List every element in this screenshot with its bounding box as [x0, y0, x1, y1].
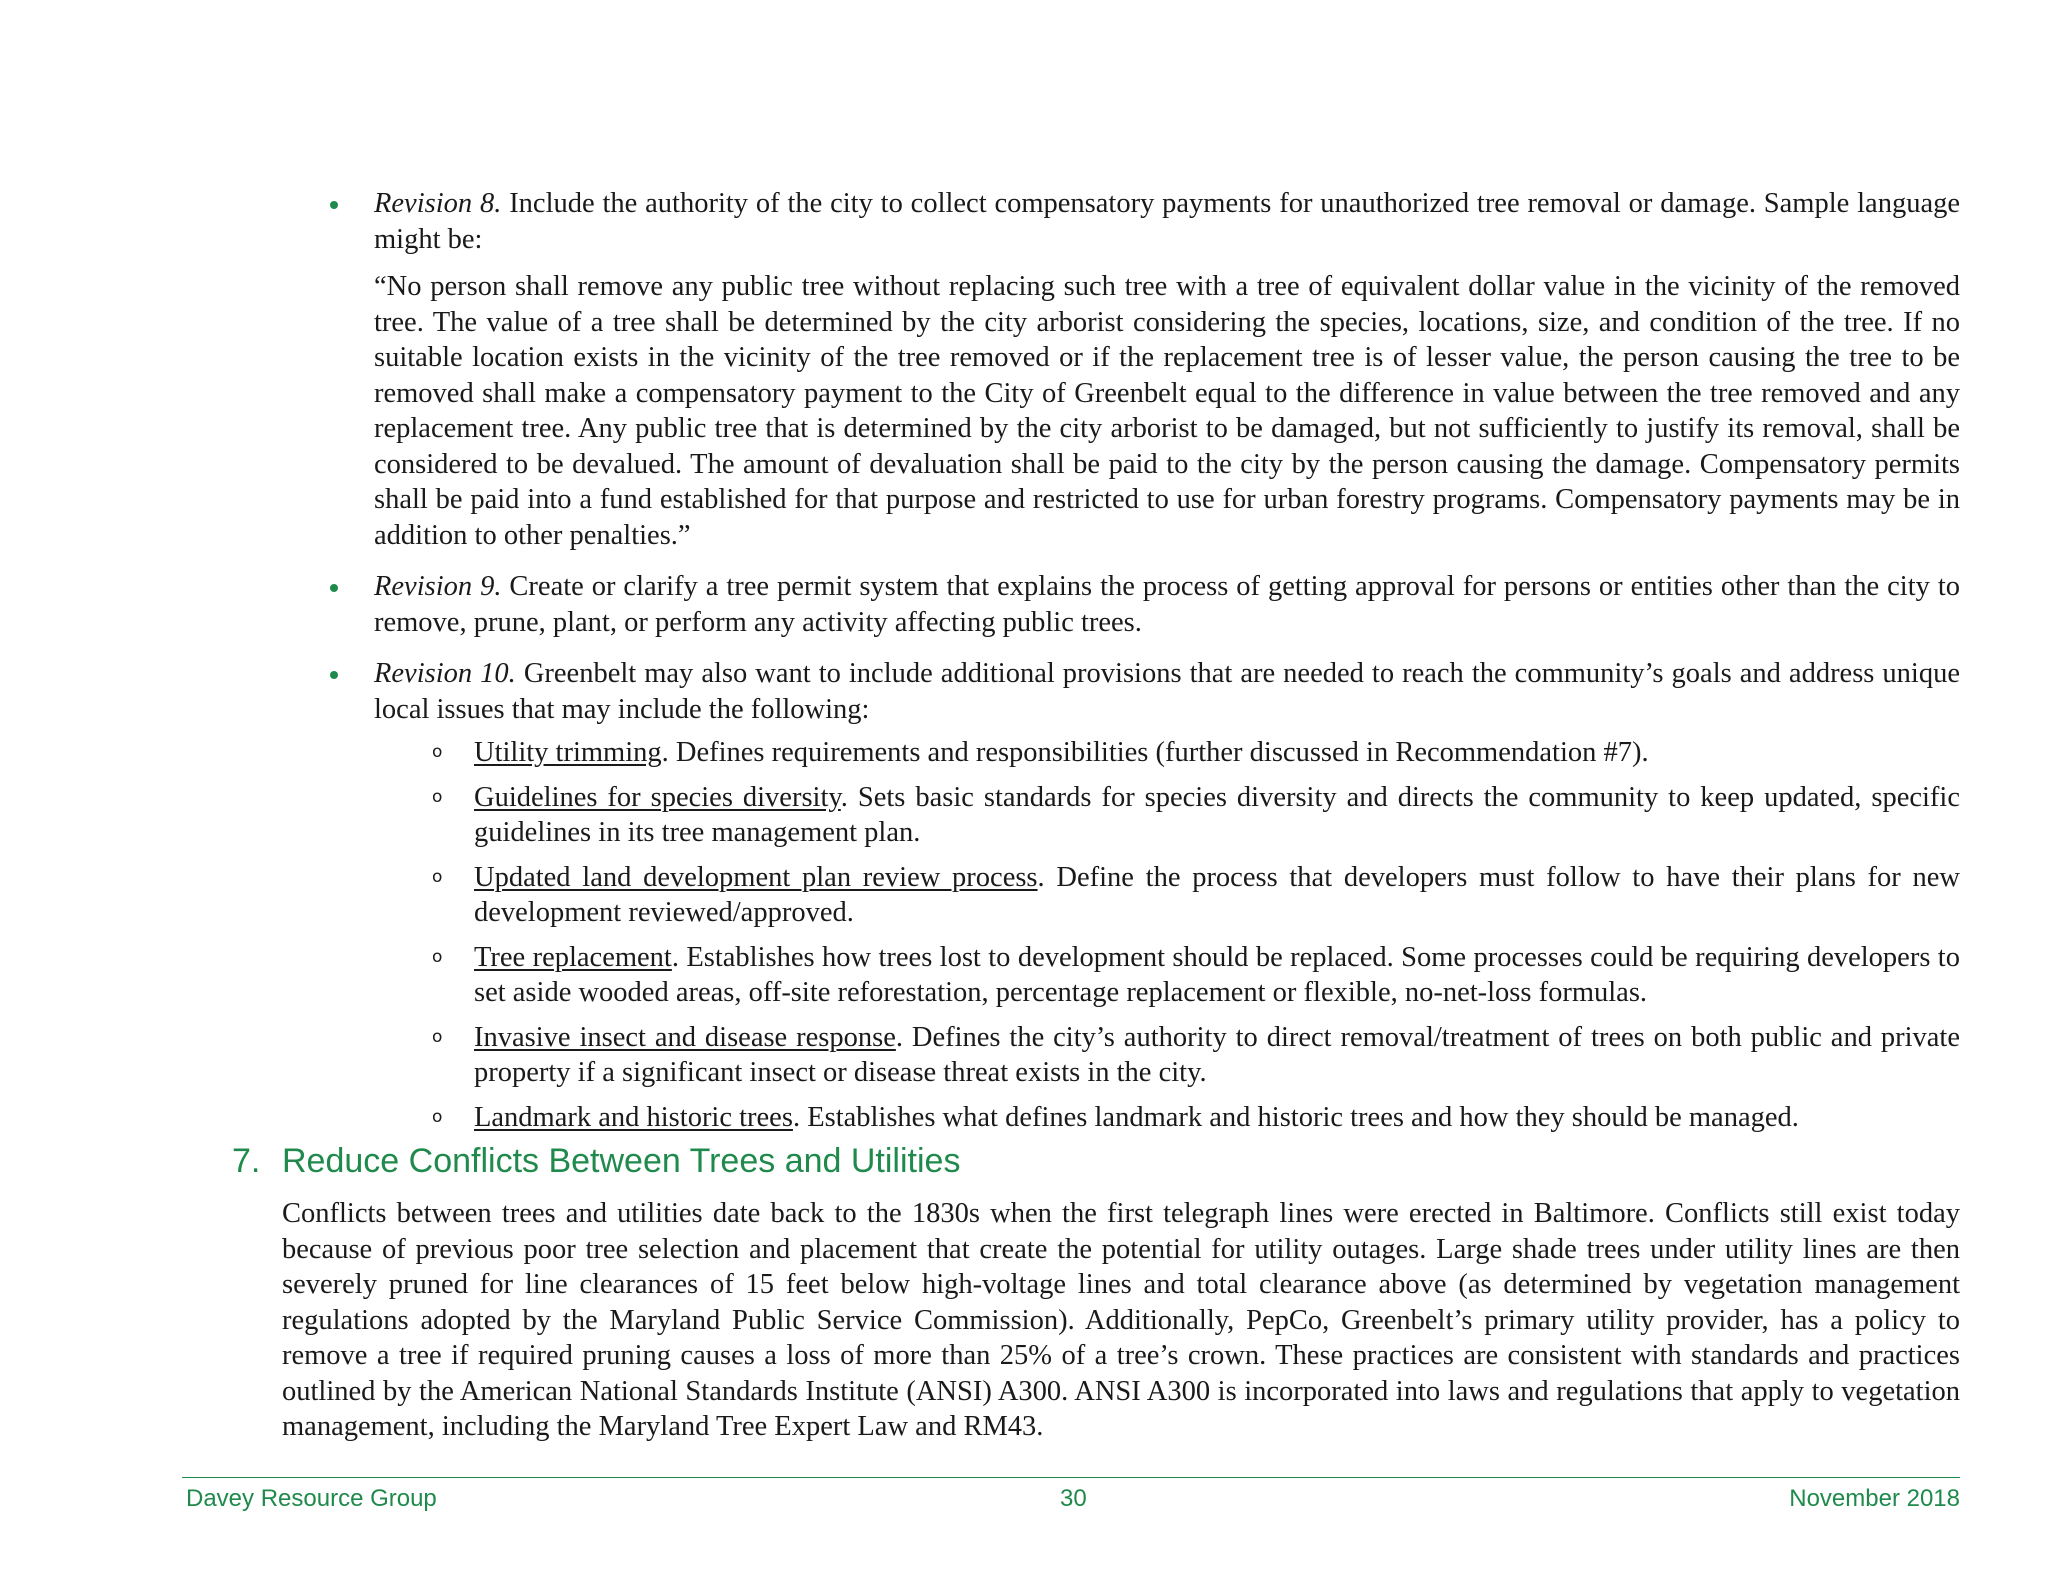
circle-bullet-icon: o [432, 1106, 443, 1127]
sub-item-paragraph [474, 1100, 1960, 1136]
footer-date: November 2018 [1789, 1485, 1960, 1512]
sub-item-title: Landmark and historic trees [474, 1101, 793, 1133]
list-item [430, 860, 1960, 931]
revision-10-item [330, 656, 1960, 727]
sub-item-title: Invasive insect and disease response [474, 1021, 896, 1053]
list-item [430, 780, 1960, 851]
sub-item-title: Guidelines for species diversity [474, 781, 841, 813]
sub-item-text: . Defines the city’s authority to direct removal/treatment of trees on both public and private property if a significant insect or disease threat exists in the city. [474, 1021, 1960, 1088]
section-number: 7. [232, 1142, 261, 1180]
sub-item-text: . Define the process that developers must follow to have their plans for new development reviewed/approved. [474, 861, 1960, 928]
footer-company: Davey Resource Group [186, 1485, 437, 1512]
sub-item-text: . Defines requirements and responsibilities (further discussed in Recommendation #7). [661, 737, 1649, 768]
circle-bullet-icon: o [432, 742, 443, 762]
sub-item-paragraph [474, 780, 1960, 851]
section-paragraph: Conflicts between trees and utilities date back to the 1830s when the first telegraph lines were erected in Baltimore. Conflicts still exist today because of previous poor tree selection and placement that create the potential for utility outages. Large shade trees under utility lines are then severely pruned for line clearances of 15 feet below high-voltage lines and total clearance above (as determined by vegetation management regulations adopted by the Maryland Public Service Commission). Additionally, PepCo, Greenbelt’s primary utility provider, has a policy to remove a tree if required pruning causes a loss of more than 25% of a tree’s crown. These practices are consistent with standards and practices outlined by the American National Standards Institute (ANSI) A300. ANSI A300 is incorporated into laws and regulations that apply to vegetation management, including the Maryland Tree Expert Law and RM43. [282, 1198, 1960, 1442]
sub-item-paragraph [474, 735, 1960, 771]
provision-sub-list [430, 735, 1960, 1135]
sub-item-text: . Establishes what defines landmark and historic trees and how they should be managed. [792, 1101, 1799, 1133]
sub-item-title: Utility trimming [474, 737, 662, 768]
bullet-icon [330, 584, 338, 592]
list-item [430, 1020, 1960, 1091]
section-body [282, 1196, 1960, 1445]
sub-item-text: . Sets basic standards for species diversity and directs the community to keep updated, specific guidelines in its tree management plan. [474, 781, 1960, 848]
revision-text: Greenbelt may also want to include additional provisions that are needed to reach the community’s goals and address unique local issues that may include the following: [374, 658, 1960, 725]
list-item [430, 1100, 1960, 1136]
section-heading [232, 1141, 960, 1181]
section-title: Reduce Conflicts Between Trees and Utilities [282, 1142, 961, 1180]
revision-10-paragraph [374, 656, 1960, 727]
revision-label: Revision 10. [374, 658, 516, 689]
sub-item-paragraph [474, 1020, 1960, 1091]
circle-bullet-icon: o [432, 866, 443, 887]
sample-ordinance-quote: “No person shall remove any public tree without replacing such tree with a tree of equivalent dollar value in the vicinity of the removed tree. The value of a tree shall be determined by the city arborist considering the species, locations, size, and condition of the tree. If no suitable location exists in the vicinity of the tree removed or if the replacement tree is of lesser value, the person causing the tree to be removed shall make a compensatory payment to the City of Greenbelt equal to the difference in value between the tree removed and any replacement tree. Any public tree that is determined by the city arborist to be damaged, but not sufficiently to justify its removal, shall be considered to be devalued. The amount of devaluation shall be paid to the city by the person causing the damage. Compensatory permits shall be paid into a fund established for that purpose and restricted to use for urban forestry programs. Compensatory payments may be in addition to other penalties.” [374, 271, 1960, 551]
sub-item-title: Updated land development plan review process [474, 861, 1038, 893]
bullet-icon [330, 201, 338, 209]
list-item [430, 735, 1960, 771]
bullet-icon [330, 671, 338, 679]
revision-8-item [330, 186, 1960, 553]
circle-bullet-icon: o [432, 1026, 443, 1047]
page-number: 30 [1060, 1485, 1087, 1512]
revision-8-paragraph [374, 186, 1960, 257]
sub-item-title: Tree replacement [474, 941, 672, 973]
sub-item-text: . Establishes how trees lost to development should be replaced. Some processes could be requiring developers to set aside wooded areas, off-site reforestation, percentage replacement or flexible, no-net-loss formulas. [474, 941, 1960, 1008]
sub-item-paragraph [474, 940, 1960, 1011]
revision-9-paragraph [374, 569, 1960, 640]
list-item [430, 940, 1960, 1011]
circle-bullet-icon: o [432, 786, 443, 807]
revision-label: Revision 9. [374, 571, 502, 602]
revision-list [330, 186, 1960, 1144]
circle-bullet-icon: o [432, 946, 443, 967]
footer-divider [182, 1477, 1960, 1478]
revision-label: Revision 8. [374, 188, 502, 219]
revision-9-item [330, 569, 1960, 640]
sub-item-paragraph [474, 860, 1960, 931]
revision-text: Include the authority of the city to collect compensatory payments for unauthorized tree removal or damage. Sample language might be: [374, 188, 1960, 255]
revision-text: Create or clarify a tree permit system that explains the process of getting approval for persons or entities other than the city to remove, prune, plant, or perform any activity affecting public trees. [374, 571, 1960, 638]
